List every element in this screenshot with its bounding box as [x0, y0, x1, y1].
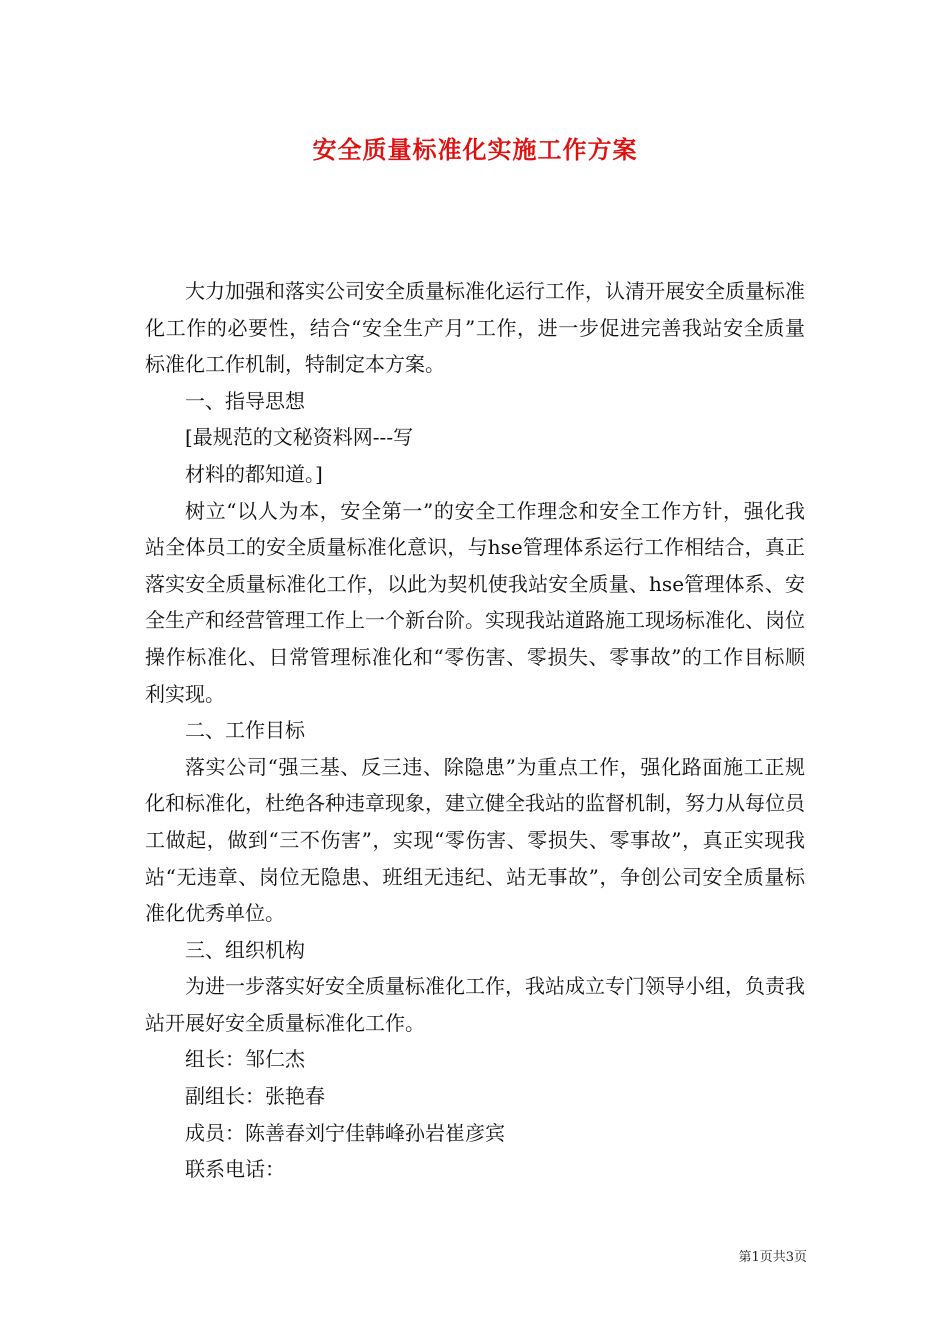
document-body [145, 273, 805, 1188]
guiding-thought-paragraph: 树立“以人为本，安全第一”的安全工作理念和安全工作方针，强化我站全体员工的安全质量标准化意识，与hse管理体系运行工作相结合，真正落实安全质量标准化工作，以此为契机使我站安全质量、hse管理体系、安全生产和经营管理工作上一个新台阶。实现我站道路施工现场标准化、岗位操作标准化、日常管理标准化和“零伤害、零损失、零事故”的工作目标顺利实现。 [145, 498, 805, 706]
note-line-2: 材料的都知道。] [185, 461, 323, 486]
organization-paragraph: 为进一步落实好安全质量标准化工作，我站成立专门领导小组，负责我站开展好安全质量标准化工作。 [145, 974, 805, 1035]
document-title: 安全质量标准化实施工作方案 [312, 135, 638, 164]
leader-line: 组长：邹仁杰 [185, 1047, 305, 1072]
section-heading-guiding-thought: 一、指导思想 [185, 388, 305, 413]
note-line-1: [最规范的文秘资料网---写 [185, 425, 414, 450]
phone-line: 联系电话： [185, 1157, 285, 1182]
intro-paragraph: 大力加强和落实公司安全质量标准化运行工作，认清开展安全质量标准化工作的必要性，结合“安全生产月”工作，进一步促进完善我站安全质量标准化工作机制，特制定本方案。 [145, 279, 805, 377]
work-goal-paragraph: 落实公司“强三基、反三违、除隐患”为重点工作，强化路面施工正规化和标准化，杜绝各种违章现象，建立健全我站的监督机制，努力从每位员工做起，做到“三不伤害”，实现“零伤害、零损失、零事故”，真正实现我站“无违章、岗位无隐患、班组无违纪、站无事故”，争创公司安全质量标准化优秀单位。 [145, 754, 805, 926]
deputy-leader-line: 副组长：张艳春 [185, 1084, 325, 1109]
page-number-footer: 第1页共3页 [738, 1250, 807, 1265]
members-line: 成员：陈善春刘宁佳韩峰孙岩崔彦宾 [185, 1120, 505, 1145]
section-heading-organization: 三、组织机构 [185, 937, 305, 962]
section-heading-work-goal: 二、工作目标 [185, 718, 305, 743]
